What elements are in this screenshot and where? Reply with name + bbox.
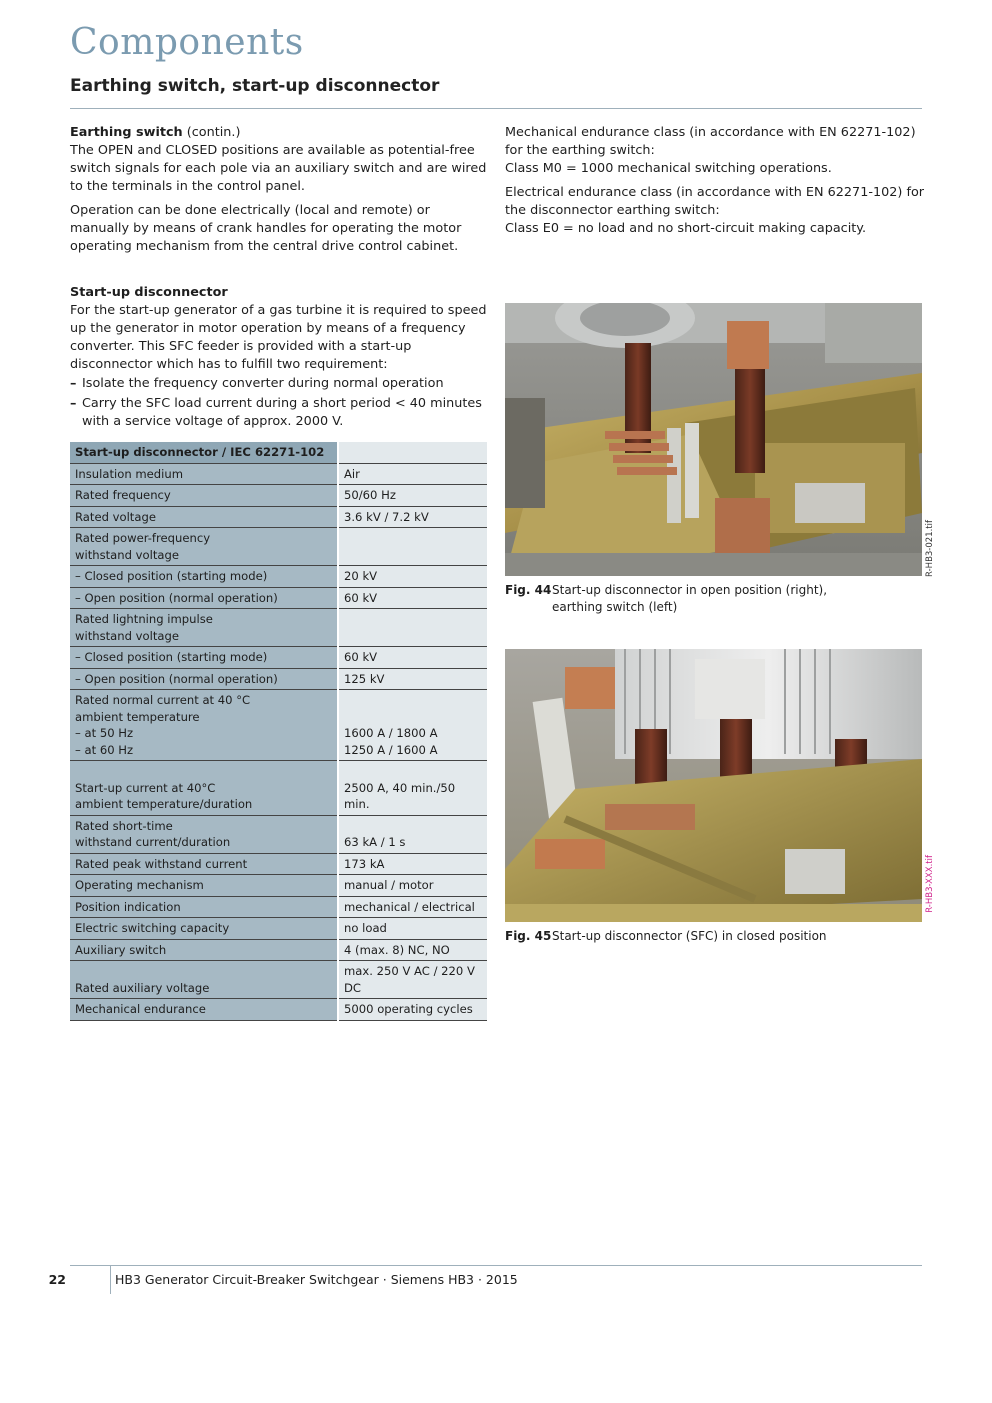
row-label-line: Mechanical endurance xyxy=(75,1002,206,1016)
row-value xyxy=(338,647,487,669)
row-value xyxy=(338,587,487,609)
row-value xyxy=(338,690,487,761)
figure-45-caption-line1: Start-up disconnector (SFC) in closed position xyxy=(552,929,827,943)
row-value-line xyxy=(344,709,482,726)
table-row xyxy=(70,647,487,669)
row-label-line: – Open position (normal operation) xyxy=(75,590,278,605)
table-header: Start-up disconnector / IEC 62271-102 xyxy=(70,442,338,463)
row-value-line: no load xyxy=(344,921,387,935)
table-row xyxy=(70,961,487,999)
table-row xyxy=(70,690,487,761)
row-value-line: 4 (max. 8) NC, NO xyxy=(344,942,450,957)
row-label xyxy=(70,896,338,918)
footer-separator xyxy=(110,1266,111,1294)
page-number: 22 xyxy=(48,1272,66,1287)
row-value-line: 5000 operating cycles xyxy=(344,1002,473,1016)
row-value xyxy=(338,609,487,647)
row-label-line: Rated short-time xyxy=(75,818,173,833)
row-label-line: Rated power-frequency xyxy=(75,531,211,545)
table-row xyxy=(70,609,487,647)
table-row xyxy=(70,939,487,961)
row-label xyxy=(70,528,338,566)
row-value xyxy=(338,961,487,999)
startup-paragraph: For the start-up generator of a gas turbine it is required to speed up the generator in motor operation by means of a frequency converter. This SFC feeder is provided with a start-up disconnector which has to fulfill two requirement: xyxy=(70,303,487,372)
row-label xyxy=(70,761,338,816)
row-label-line: – at 60 Hz xyxy=(75,742,134,757)
row-label-line: – Closed position (starting mode) xyxy=(75,569,268,583)
earthing-intro xyxy=(70,124,490,196)
row-label-line: Operating mechanism xyxy=(75,878,204,892)
row-value xyxy=(338,506,487,528)
row-value-line: 173 kA xyxy=(344,856,385,871)
row-value xyxy=(338,485,487,507)
row-label-line: Rated auxiliary voltage xyxy=(75,980,210,995)
row-label xyxy=(70,690,338,761)
row-value xyxy=(338,668,487,690)
row-label-line: withstand current/duration xyxy=(75,835,231,849)
row-value-line: 1600 A / 1800 A xyxy=(344,726,438,740)
row-label xyxy=(70,815,338,853)
figure-44-caption-line2: earthing switch (left) xyxy=(552,600,678,614)
mechanical-endurance-text xyxy=(505,124,925,178)
startup-heading: Start-up disconnector xyxy=(70,285,228,300)
table-row xyxy=(70,485,487,507)
earthing-heading: Earthing switch xyxy=(70,125,183,140)
row-label-line: Start-up current at 40°C xyxy=(75,780,216,795)
row-label-line: Rated frequency xyxy=(75,488,171,502)
row-value xyxy=(338,566,487,588)
row-label-line: Auxiliary switch xyxy=(75,942,167,957)
table-row xyxy=(70,587,487,609)
row-label xyxy=(70,853,338,875)
figure-44-number: Fig. 44 xyxy=(505,583,552,597)
row-label xyxy=(70,485,338,507)
table-row xyxy=(70,506,487,528)
row-value xyxy=(338,896,487,918)
table-row xyxy=(70,668,487,690)
row-label xyxy=(70,463,338,485)
row-label xyxy=(70,939,338,961)
row-value-line: 20 kV xyxy=(344,569,378,583)
row-label-line: Rated peak withstand current xyxy=(75,856,248,871)
mechanical-endurance-class: Class M0 = 1000 mechanical switching operations. xyxy=(505,161,832,176)
row-label xyxy=(70,668,338,690)
row-value xyxy=(338,761,487,816)
header-divider xyxy=(70,108,922,109)
row-value-line: 63 kA / 1 s xyxy=(344,835,406,849)
figure-44-photo xyxy=(505,303,922,576)
row-value xyxy=(338,939,487,961)
earthing-heading-suffix: (contin.) xyxy=(182,125,241,140)
footer xyxy=(40,1272,518,1287)
row-value-line xyxy=(344,628,482,645)
row-value-line: 50/60 Hz xyxy=(344,488,396,502)
table-row xyxy=(70,853,487,875)
row-label xyxy=(70,506,338,528)
table-row xyxy=(70,999,487,1021)
row-label-line: Rated voltage xyxy=(75,509,156,524)
row-label xyxy=(70,647,338,669)
table-row xyxy=(70,896,487,918)
table-row xyxy=(70,463,487,485)
row-label xyxy=(70,875,338,897)
row-value-line: 60 kV xyxy=(344,590,378,605)
row-label xyxy=(70,918,338,940)
row-value-line xyxy=(344,763,482,780)
row-value-line: 1250 A / 1600 A xyxy=(344,742,438,757)
bullet-item: – Isolate the frequency converter during normal operation xyxy=(70,375,490,393)
figure-45-caption xyxy=(505,928,922,945)
mechanical-endurance-desc: Mechanical endurance class (in accordance with EN 62271-102) for the earthing switch: xyxy=(505,125,916,158)
row-label xyxy=(70,566,338,588)
row-value-line xyxy=(344,692,482,709)
table-row xyxy=(70,875,487,897)
table-row xyxy=(70,815,487,853)
electrical-endurance-text xyxy=(505,184,925,238)
row-value-line: mechanical / electrical xyxy=(344,899,475,914)
row-label xyxy=(70,999,338,1021)
row-label-line: ambient temperature xyxy=(75,709,200,724)
electrical-endurance-class: Class E0 = no load and no short-circuit making capacity. xyxy=(505,221,867,236)
row-value xyxy=(338,999,487,1021)
earthing-paragraph-1: The OPEN and CLOSED positions are available as potential-free switch signals for each pole via an auxiliary switch and are wired to the terminals in the control panel. xyxy=(70,143,487,194)
table-row xyxy=(70,918,487,940)
row-label-line: Insulation medium xyxy=(75,466,184,481)
row-value-line: max. 250 V AC / 220 V DC xyxy=(344,964,475,995)
row-label xyxy=(70,587,338,609)
row-label-line: ambient temperature/duration xyxy=(75,797,253,811)
footer-text: HB3 Generator Circuit-Breaker Switchgear · Siemens HB3 · 2015 xyxy=(115,1272,518,1287)
row-value-line: manual / motor xyxy=(344,878,434,892)
row-label-line: – at 50 Hz xyxy=(75,726,134,740)
row-value-line: 125 kV xyxy=(344,671,385,686)
figure-45-photo xyxy=(505,649,922,922)
row-value-line: 60 kV xyxy=(344,650,378,664)
earthing-paragraph-2: Operation can be done electrically (local and remote) or manually by means of crank handles for operating the motor operating mechanism from the central drive control cabinet. xyxy=(70,203,462,254)
figure-45-code: R-HB3-XXX.tif xyxy=(925,855,935,913)
table-row xyxy=(70,761,487,816)
table-header-row xyxy=(70,442,487,463)
row-value-line xyxy=(344,818,482,835)
row-value xyxy=(338,875,487,897)
spec-table xyxy=(70,442,487,1021)
row-label-line: withstand voltage xyxy=(75,628,179,643)
row-value xyxy=(338,853,487,875)
figure-45-number: Fig. 45 xyxy=(505,929,552,943)
row-label-line: Rated normal current at 40 °C xyxy=(75,693,251,707)
page-subtitle: Earthing switch, start-up disconnector xyxy=(70,76,440,96)
row-label-line: Electric switching capacity xyxy=(75,921,230,935)
figure-44-code: R-HB3-021.tif xyxy=(925,520,935,577)
figure-44-caption-line1: Start-up disconnector in open position (right), xyxy=(552,583,828,597)
left-column xyxy=(70,124,490,431)
row-label xyxy=(70,961,338,999)
table-row xyxy=(70,528,487,566)
table-header-empty xyxy=(338,442,487,463)
row-label-line: Rated lightning impulse xyxy=(75,612,213,626)
footer-divider xyxy=(70,1265,922,1266)
row-label-line: – Closed position (starting mode) xyxy=(75,650,268,664)
bullet-item: – Carry the SFC load current during a short period < 40 minutes with a service voltage of approx. 2000 V. xyxy=(70,395,490,431)
row-value-line: 2500 A, 40 min./50 min. xyxy=(344,780,456,811)
row-value-line: 3.6 kV / 7.2 kV xyxy=(344,509,429,524)
row-value xyxy=(338,463,487,485)
row-value xyxy=(338,918,487,940)
row-value xyxy=(338,815,487,853)
row-value-line: Air xyxy=(344,466,360,481)
table-row xyxy=(70,566,487,588)
row-label-line: withstand voltage xyxy=(75,547,179,562)
row-label xyxy=(70,609,338,647)
right-column xyxy=(505,124,925,244)
page-title: Components xyxy=(70,22,304,63)
row-label-line: Position indication xyxy=(75,899,181,914)
electrical-endurance-desc: Electrical endurance class (in accordance with EN 62271-102) for the disconnector earthing switch: xyxy=(505,185,925,218)
row-value-line xyxy=(344,547,482,564)
row-value xyxy=(338,528,487,566)
row-label-line: – Open position (normal operation) xyxy=(75,671,278,686)
figure-44-caption xyxy=(505,582,922,616)
